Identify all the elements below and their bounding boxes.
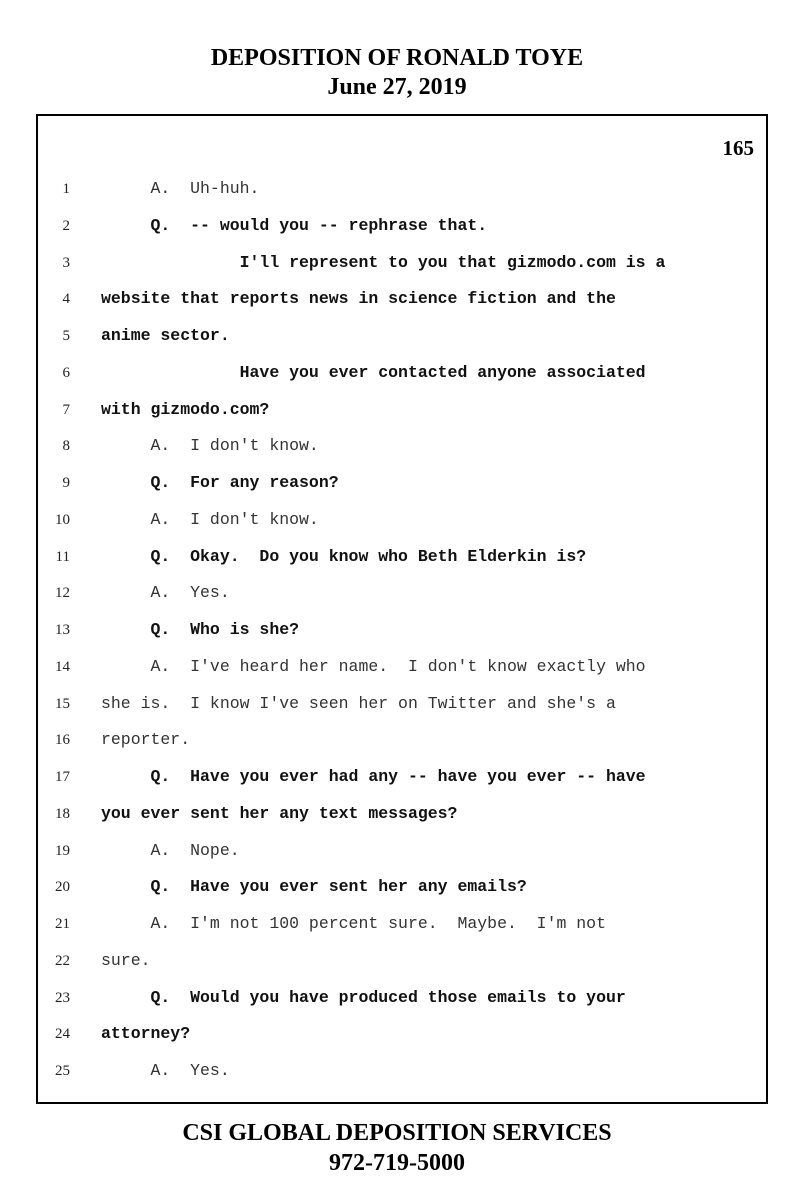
transcript-line <box>38 465 766 502</box>
line-text: Q. Would you have produced those emails to your <box>101 987 626 1007</box>
transcript-line <box>38 759 766 796</box>
line-text: A. Yes. <box>101 583 230 603</box>
line-text: Q. Have you ever sent her any emails? <box>101 877 527 897</box>
line-number: 24 <box>55 1026 70 1043</box>
transcript-line <box>38 171 766 208</box>
transcript-line <box>38 1016 766 1053</box>
transcript-line <box>38 502 766 539</box>
line-text: reporter. <box>101 730 191 750</box>
transcript-line <box>38 796 766 833</box>
line-text: Q. For any reason? <box>101 473 339 492</box>
line-number: 9 <box>62 475 70 491</box>
deposition-title: DEPOSITION OF RONALD TOYE <box>210 45 584 71</box>
line-number: 6 <box>62 364 70 381</box>
line-text: Have you ever contacted anyone associated <box>101 362 646 382</box>
line-number: 14 <box>55 658 70 675</box>
line-text: Q. Have you ever had any -- have you ever -- have <box>101 767 646 786</box>
transcript-line <box>38 245 766 282</box>
line-number: 23 <box>55 989 70 1006</box>
line-text: with gizmodo.com? <box>101 399 270 419</box>
transcript-line <box>38 1053 766 1090</box>
transcript-line <box>38 355 766 392</box>
line-number: 8 <box>62 438 70 455</box>
transcript-line <box>38 281 766 318</box>
transcript-line <box>38 980 766 1017</box>
document-header <box>0 44 794 102</box>
line-text: A. I've heard her name. I don't know exactly who <box>101 656 646 676</box>
deposition-date: June 27, 2019 <box>327 74 467 100</box>
line-text: attorney? <box>101 1024 191 1044</box>
transcript-line <box>38 833 766 870</box>
line-text: Q. -- would you -- rephrase that. <box>101 215 488 235</box>
line-text: she is. I know I've seen her on Twitter and she's a <box>101 693 616 713</box>
line-text: sure. <box>101 950 151 970</box>
line-number: 18 <box>55 805 70 822</box>
transcript-line <box>38 575 766 612</box>
line-number: 16 <box>55 732 70 749</box>
page-number: 165 <box>722 136 754 160</box>
line-text: Q. Who is she? <box>101 620 300 639</box>
document-footer <box>0 1118 794 1178</box>
transcript-line <box>38 722 766 759</box>
transcript-line <box>38 906 766 943</box>
transcript-line <box>38 208 766 245</box>
line-number: 25 <box>55 1063 70 1079</box>
transcript-line <box>38 539 766 576</box>
line-number: 7 <box>62 401 70 418</box>
company-name: CSI GLOBAL DEPOSITION SERVICES <box>182 1120 612 1146</box>
line-number: 12 <box>55 585 70 602</box>
line-text: Q. Okay. Do you know who Beth Elderkin is? <box>101 546 587 566</box>
line-text: A. I don't know. <box>101 509 319 529</box>
transcript-line <box>38 686 766 723</box>
line-number: 20 <box>55 879 70 896</box>
line-text: you ever sent her any text messages? <box>101 803 458 823</box>
line-text: A. I don't know. <box>101 436 319 456</box>
line-number: 17 <box>55 769 70 785</box>
transcript-line <box>38 869 766 906</box>
company-phone: 972-719-5000 <box>329 1150 465 1176</box>
line-number: 1 <box>62 181 70 197</box>
transcript-page <box>36 114 768 1104</box>
transcript-lines <box>38 171 766 1090</box>
line-number: 2 <box>62 217 70 234</box>
transcript-line <box>38 649 766 686</box>
transcript-line <box>38 428 766 465</box>
line-text: A. I'm not 100 percent sure. Maybe. I'm not <box>101 914 606 933</box>
line-number: 4 <box>62 291 70 308</box>
line-number: 15 <box>55 695 70 712</box>
line-text: A. Uh-huh. <box>101 179 260 198</box>
transcript-line <box>38 392 766 429</box>
line-text: I'll represent to you that gizmodo.com is a <box>101 252 666 272</box>
line-number: 5 <box>62 328 70 344</box>
line-number: 10 <box>55 511 70 528</box>
line-number: 11 <box>55 548 70 565</box>
transcript-line <box>38 318 766 355</box>
line-number: 19 <box>55 842 70 859</box>
line-number: 21 <box>55 916 70 932</box>
transcript-line <box>38 943 766 980</box>
line-number: 3 <box>62 254 70 271</box>
transcript-line <box>38 612 766 649</box>
line-text: A. Nope. <box>101 840 240 860</box>
line-number: 13 <box>55 622 70 638</box>
line-text: website that reports news in science fiction and the <box>101 289 616 309</box>
line-number: 22 <box>55 952 70 969</box>
line-text: A. Yes. <box>101 1061 230 1080</box>
line-text: anime sector. <box>101 326 230 345</box>
